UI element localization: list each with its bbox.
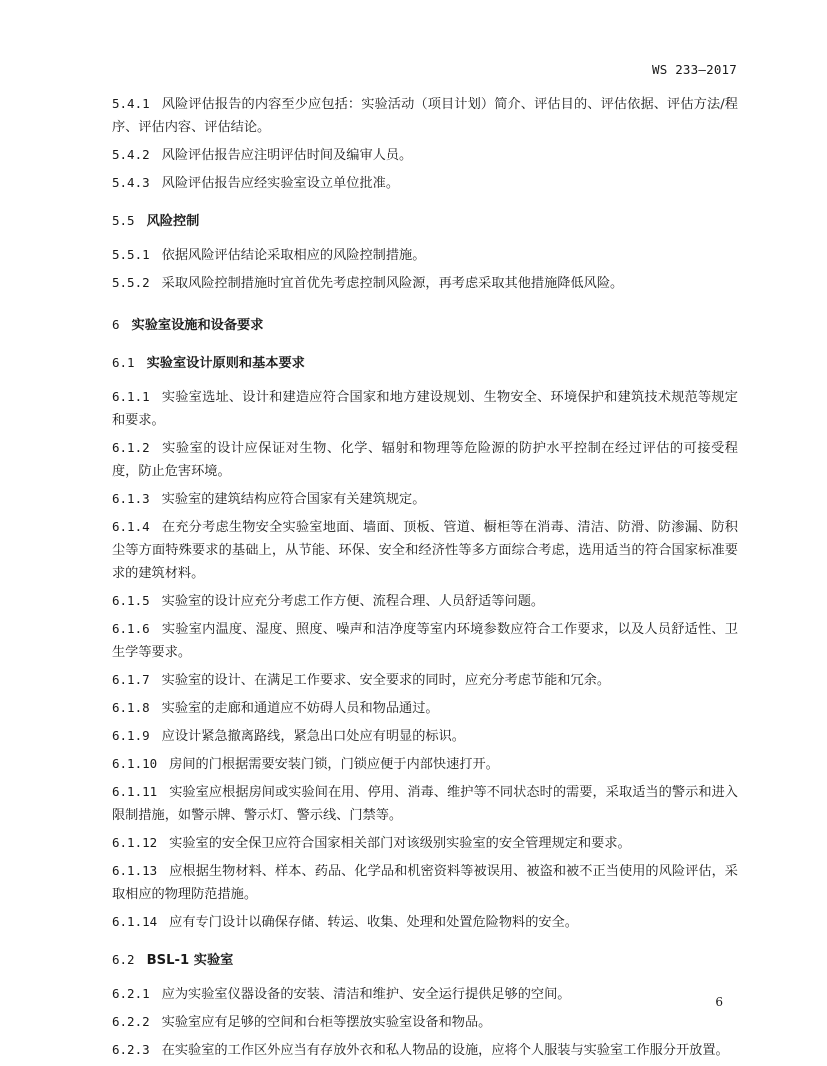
clause-number: 6.1.12 [112,835,158,850]
clause-6-1-1 [112,385,738,432]
clause-number: 5.5.1 [112,247,150,262]
clause-number: 6.1.1 [112,389,150,404]
clause-6-2-2 [112,1010,738,1034]
clause-6-2-3 [112,1038,738,1062]
clause-6-1-7 [112,668,738,692]
clause-text: 应设计紧急撤离路线，紧急出口处应有明显的标识。 [161,729,465,744]
clause-number: 6.2.2 [112,1014,150,1029]
clause-number: 5.4.3 [112,175,150,190]
clause-text: 应根据生物材料、样本、药品、化学品和机密资料等被误用、被盗和被不正当使用的风险评估，采取相应的物理防范措施。 [112,864,738,902]
clause-6-1-4 [112,515,738,585]
clause-number: 6.1.5 [112,593,150,608]
clause-text: 实验室应有足够的空间和台柜等摆放实验室设备和物品。 [161,1015,492,1030]
clause-text: 实验室选址、设计和建造应符合国家和地方建设规划、生物安全、环境保护和建筑技术规范等规定和要求。 [112,390,738,428]
clause-5-4-2 [112,143,738,167]
clause-6-1-5 [112,589,738,613]
clause-text: 风险评估报告应经实验室设立单位批准。 [161,176,400,191]
clause-number: 6.1.14 [112,914,158,929]
page-number: 6 [715,995,723,1009]
clause-6-1-2 [112,436,738,483]
section-number: 6.1 [112,355,135,370]
clause-number: 5.4.1 [112,96,150,111]
chapter-heading-6 [112,313,738,337]
clause-text: 实验室的设计应保证对生物、化学、辐射和物理等危险源的防护水平控制在经过评估的可接受程度，防止危害环境。 [112,441,738,479]
clause-number: 5.5.2 [112,275,150,290]
clause-6-1-13 [112,859,738,906]
chapter-title: 实验室设施和设备要求 [131,318,264,333]
clause-text: 应为实验室仪器设备的安装、清洁和维护、安全运行提供足够的空间。 [161,987,571,1002]
section-title: 实验室设计原则和基本要求 [146,356,305,371]
clause-text: 实验室的设计应充分考虑工作方便、流程合理、人员舒适等问题。 [161,594,545,609]
clause-6-1-10 [112,752,738,776]
clause-5-5-1 [112,243,738,267]
clause-6-1-9 [112,724,738,748]
document-code: WS 233—2017 [652,62,737,77]
clause-5-4-3 [112,171,738,195]
clause-text: 实验室的建筑结构应符合国家有关建筑规定。 [161,492,426,507]
clause-number: 6.1.2 [112,440,150,455]
page-body [112,92,738,1066]
clause-number: 6.1.6 [112,621,150,636]
clause-5-5-2 [112,271,738,295]
clause-text: 在充分考虑生物安全实验室地面、墙面、顶板、管道、橱柜等在消毒、清洁、防滑、防渗漏、防积尘等方面特殊要求的基础上，从节能、环保、安全和经济性等多方面综合考虑，选用适当的符合国家标准要求的建筑材料。 [112,520,738,581]
clause-text: 风险评估报告的内容至少应包括：实验活动（项目计划）简介、评估目的、评估依据、评估方法/程序、评估内容、评估结论。 [112,97,738,135]
clause-text: 实验室的安全保卫应符合国家相关部门对该级别实验室的安全管理规定和要求。 [169,836,631,851]
clause-6-1-12 [112,831,738,855]
clause-6-2-1 [112,982,738,1006]
clause-text: 应有专门设计以确保存储、转运、收集、处理和处置危险物料的安全。 [169,915,578,930]
section-number: 6.2 [112,952,135,967]
clause-text: 在实验室的工作区外应当有存放外衣和私人物品的设施，应将个人服装与实验室工作服分开放置。 [161,1043,729,1058]
clause-text: 实验室应根据房间或实验间在用、停用、消毒、维护等不同状态时的需要，采取适当的警示和进入限制措施，如警示牌、警示灯、警示线、门禁等。 [112,785,738,823]
clause-5-4-1 [112,92,738,139]
clause-6-1-14 [112,910,738,934]
clause-number: 6.1.13 [112,863,158,878]
clause-text: 实验室的走廊和通道应不妨碍人员和物品通过。 [161,701,439,716]
chapter-number: 6 [112,317,120,332]
clause-number: 6.2.1 [112,986,150,1001]
section-heading-6-2 [112,948,738,972]
clause-text: 实验室内温度、湿度、照度、噪声和洁净度等室内环境参数应符合工作要求，以及人员舒适性、卫生学等要求。 [112,622,738,660]
section-heading-5-5 [112,209,738,233]
clause-text: 依据风险评估结论采取相应的风险控制措施。 [161,248,426,263]
section-heading-6-1 [112,351,738,375]
clause-6-1-11 [112,780,738,827]
clause-6-1-3 [112,487,738,511]
clause-number: 6.1.3 [112,491,150,506]
clause-text: 采取风险控制措施时宜首优先考虑控制风险源，再考虑采取其他措施降低风险。 [161,276,624,291]
section-title: BSL-1 实验室 [146,953,234,968]
clause-number: 6.1.4 [112,519,150,534]
clause-6-1-6 [112,617,738,664]
clause-number: 5.4.2 [112,147,150,162]
clause-6-1-8 [112,696,738,720]
clause-number: 6.1.8 [112,700,150,715]
clause-text: 房间的门根据需要安装门锁，门锁应便于内部快速打开。 [169,757,499,772]
section-number: 5.5 [112,213,135,228]
clause-number: 6.1.11 [112,784,158,799]
clause-number: 6.1.7 [112,672,150,687]
clause-text: 风险评估报告应注明评估时间及编审人员。 [161,148,413,163]
clause-text: 实验室的设计、在满足工作要求、安全要求的同时，应充分考虑节能和冗余。 [161,673,611,688]
section-title: 风险控制 [146,214,200,229]
clause-number: 6.1.10 [112,756,158,771]
clause-number: 6.1.9 [112,728,150,743]
clause-number: 6.2.3 [112,1042,150,1057]
